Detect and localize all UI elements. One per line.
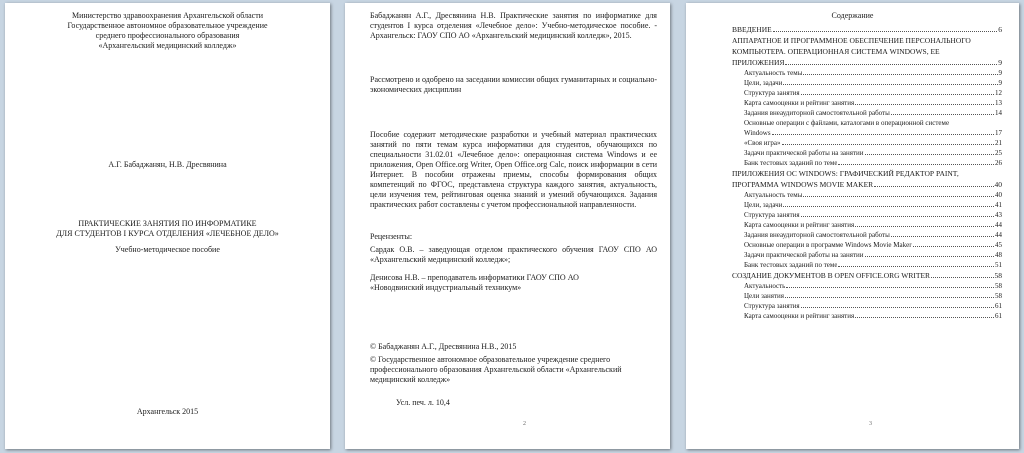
toc-leader [801,216,994,217]
toc-entry[interactable] [732,158,1002,168]
toc-label: Структура занятия [744,89,800,97]
toc-page-number: 6 [998,25,1002,34]
toc-page-number: 9 [998,79,1002,87]
toc-entry[interactable] [732,128,1002,138]
toc-entry[interactable] [732,190,1002,200]
toc-entry[interactable] [732,311,1002,321]
toc-label: Карта самооценки и рейтинг занятия [744,99,855,107]
toc-entry[interactable] [732,118,1002,128]
toc-label: Цели, задачи [744,79,783,87]
page-number: 3 [869,421,872,427]
toc-label: Основные операции в программе Windows Movie Maker [744,241,912,249]
title-line: ДЛЯ СТУДЕНТОВ I КУРСА ОТДЕЛЕНИЯ «ЛЕЧЕБНОЕ ДЕЛО» [56,229,279,238]
toc-label: Актуальность темы [744,191,803,199]
toc-page-number: 58 [995,282,1002,290]
toc-entry[interactable] [732,210,1002,220]
toc-page-number: 41 [995,201,1002,209]
toc-entry[interactable] [732,281,1002,291]
toc-label: Актуальность [744,282,786,290]
header-line: «Архангельский медицинский колледж» [98,41,237,50]
toc-page-number: 40 [995,191,1002,199]
toc-page-number: 21 [995,139,1002,147]
toc-entry[interactable] [732,138,1002,148]
toc-label: ВВЕДЕНИЕ [732,25,772,34]
copyright-block [370,342,657,385]
toc-leader [785,297,994,298]
toc-leader [801,307,994,308]
toc-leader [855,226,994,227]
toc-label: Задания внеаудиторной самостоятельной работы [744,231,890,239]
toc-label: СОЗДАНИЕ ДОКУМЕНТОВ В OPEN OFFICE.ORG WRITER [732,271,931,280]
ministry-header [5,11,330,51]
toc-leader [874,186,993,187]
toc-section[interactable] [732,168,1002,179]
toc-label: Задачи практической работы на занятии [744,251,864,259]
toc-label: ПРИЛОЖЕНИЯ [732,58,785,67]
toc-leader [865,154,994,155]
toc-entry[interactable] [732,250,1002,260]
toc-leader [783,206,994,207]
table-of-contents [732,24,1002,321]
toc-leader [855,104,994,105]
toc-page-number: 61 [995,312,1002,320]
toc-leader [801,94,994,95]
approval-note: Рассмотрено и одобрено на заседании комиссии общих гуманитарных и социально-экономических дисциплин [370,75,657,94]
toc-leader [855,317,994,318]
toc-section[interactable] [732,46,1002,57]
page-3 [686,3,1019,449]
toc-leader [786,287,994,288]
page-1 [5,3,330,449]
toc-label: Структура занятия [744,211,800,219]
toc-page-number: 44 [995,221,1002,229]
toc-page-number: 48 [995,251,1002,259]
toc-label: Карта самооценки и рейтинг занятия [744,221,855,229]
toc-label: «Своя игра» [744,139,781,147]
toc-label: Основные операции с файлами, каталогами в операционной системе [744,119,950,127]
toc-page-number: 9 [998,58,1002,67]
toc-label: Цели занятия [744,292,785,300]
toc-section[interactable] [732,35,1002,46]
toc-section[interactable] [732,57,1002,68]
toc-entry[interactable] [732,230,1002,240]
toc-leader [803,74,997,75]
toc-leader [931,277,993,278]
toc-entry[interactable] [732,260,1002,270]
book-subtitle: Учебно-методическое пособие [115,245,220,254]
reviewer-2 [370,273,657,293]
page-number: 2 [523,421,526,427]
toc-entry[interactable] [732,200,1002,210]
header-line: Государственное автономное образовательное учреждение [67,21,268,30]
toc-entry[interactable] [732,148,1002,158]
header-line: среднего профессионального образования [95,31,240,40]
toc-entry[interactable] [732,98,1002,108]
reviewer-2-line: «Новодвинский индустриальный техникум» [370,283,522,292]
reviewer-1: Сардак О.В. – заведующая отделом практического обучения ГАОУ СПО АО «Архангельский медицинский колледж»; [370,245,657,264]
toc-leader [838,164,994,165]
toc-page-number: 45 [995,241,1002,249]
toc-label: ПРИЛОЖЕНИЯ ОС WINDOWS: ГРАФИЧЕСКИЙ РЕДАКТОР PAINT, [732,169,959,178]
toc-label: Карта самооценки и рейтинг занятия [744,312,855,320]
toc-label: Банк тестовых заданий по теме [744,159,838,167]
toc-title: Содержание [831,11,874,20]
toc-label: Цели, задачи [744,201,783,209]
authors: А.Г. Бабаджанян, Н.В. Дресвянина [108,160,227,169]
toc-label: Банк тестовых заданий по теме [744,261,838,269]
toc-leader [783,84,997,85]
toc-section[interactable] [732,270,1002,281]
toc-section[interactable] [732,179,1002,190]
header-line: Министерство здравоохранения Архангельской области [71,11,264,20]
toc-leader [773,31,998,32]
toc-label: Структура занятия [744,302,800,310]
book-title [5,219,330,239]
copyright-authors: © Бабаджанян А.Г., Дресвянина Н.В., 2015 [370,342,517,351]
toc-page-number: 43 [995,211,1002,219]
toc-page-number: 17 [995,129,1002,137]
toc-section[interactable] [732,24,1002,35]
toc-page-number: 13 [995,99,1002,107]
toc-entry[interactable] [732,301,1002,311]
bibliographic-reference: Бабаджанян А.Г., Дресвянина Н.В. Практические занятия по информатике для студентов I курса отделения «Лечебное дело»: Учебно-методическое пособие. - Архангельск: ГАОУ СПО АО «Архангельский медицинский колледж», 2015. [370,11,657,40]
copyright-institution: © Государственное автономное образовательное учреждение среднего профессионального образования Архангельской области «Архангельский медицинский колледж» [370,355,622,384]
toc-label: Актуальность темы [744,69,803,77]
toc-leader [891,114,994,115]
print-sheets: Усл. печ. л. 10,4 [396,398,450,407]
toc-page-number: 51 [995,261,1002,269]
reviewers-heading: Рецензенты: [370,232,413,241]
city-year: Архангельск 2015 [136,407,199,416]
toc-leader [782,144,995,145]
toc-page-number: 61 [995,302,1002,310]
toc-leader [838,266,994,267]
toc-leader [865,256,994,257]
toc-label: КОМПЬЮТЕРА. ОПЕРАЦИОННАЯ СИСТЕМА WINDOWS, ЕЕ [732,47,940,56]
toc-label: АППАРАТНОЕ И ПРОГРАММНОЕ ОБЕСПЕЧЕНИЕ ПЕРСОНАЛЬНОГО [732,36,971,45]
toc-leader [891,236,994,237]
toc-entry[interactable] [732,88,1002,98]
toc-leader [785,64,997,65]
toc-page-number: 9 [998,69,1002,77]
toc-leader [772,134,994,135]
toc-entry[interactable] [732,220,1002,230]
toc-page-number: 14 [995,109,1002,117]
toc-label: ПРОГРАММА WINDOWS MOVIE MAKER [732,180,874,189]
toc-page-number: 58 [995,292,1002,300]
toc-page-number: 12 [995,89,1002,97]
toc-entry[interactable] [732,240,1002,250]
reviewer-2-line: Денисова Н.В. – преподаватель информатики ГАОУ СПО АО [370,273,579,282]
toc-entry[interactable] [732,291,1002,301]
toc-page-number: 58 [994,271,1002,280]
toc-entry[interactable] [732,78,1002,88]
toc-page-number: 26 [995,159,1002,167]
title-line: ПРАКТИЧЕСКИЕ ЗАНЯТИЯ ПО ИНФОРМАТИКЕ [78,219,257,228]
toc-page-number: 44 [995,231,1002,239]
toc-leader [913,246,994,247]
toc-page-number: 40 [994,180,1002,189]
toc-label: Задачи практической работы на занятии [744,149,864,157]
description: Пособие содержит методические разработки и учебный материал практических занятий по пяти темам курса информатики для студентов, обучающихся по специальности 31.02.01 «Лечебное дело»: операционная система Windows и ее приложения, Open Office.org Writer, Open Office.org Calc, поиск информации в сети Интернет. В пособии отражены приемы, способы формирования общих компетенций по ФГОС, представлена структура каждого занятия, актуальность, цели изучения тем, рейтинговая оценка знаний и умений обучающихся. Задания практических работ составлены с учетом профессиональной направленности. [370,130,657,209]
toc-label: Windows [744,129,771,137]
toc-page-number: 25 [995,149,1002,157]
page-2 [345,3,670,449]
toc-leader [803,196,994,197]
toc-entry[interactable] [732,68,1002,78]
toc-entry[interactable] [732,108,1002,118]
toc-label: Задания внеаудиторной самостоятельной работы [744,109,890,117]
